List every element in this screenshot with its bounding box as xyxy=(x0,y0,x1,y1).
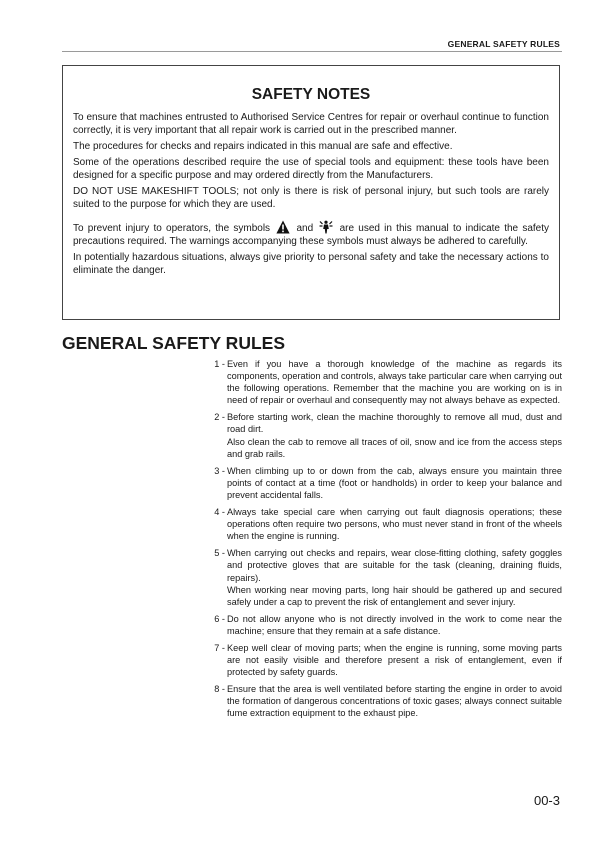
symbols-text-and: and xyxy=(292,223,318,234)
rule-number: 2 - xyxy=(214,412,225,423)
notes-paragraph: The procedures for checks and repairs indicated in this manual are safe and effective. xyxy=(73,141,453,152)
rule-text: When carrying out checks and repairs, wear close-fitting clothing, safety goggles and protective gloves that are suitable for the task (cleaning, draining fluids, repairs). xyxy=(227,548,562,583)
list-item xyxy=(206,506,562,542)
notes-closing: In potentially hazardous situations, always give priority to personal safety and take the necessary actions to eliminate the danger. xyxy=(73,252,549,276)
symbols-paragraph xyxy=(73,220,549,248)
rule-number: 1 - xyxy=(214,359,225,369)
list-item xyxy=(206,683,562,719)
rule-text: Do not allow anyone who is not directly involved in the work to come near the machine; ensure that they remain at a safe distance. xyxy=(227,613,562,636)
safety-notes-box xyxy=(62,65,560,320)
list-item xyxy=(206,613,562,637)
symbols-text-before: To prevent injury to operators, the symbols xyxy=(73,223,275,234)
notes-paragraph: Some of the operations described require the use of special tools and equipment: these tools have been designed for a specific purpose and may ordered directly from the Manufacturers. xyxy=(73,157,549,181)
page-number: 00-3 xyxy=(533,793,560,808)
rule-text: Always take special care when carrying out fault diagnosis operations; these operations often require two persons, who must never stand in front of the wheels when the engine is running. xyxy=(227,507,562,542)
rule-number: 5 - xyxy=(214,548,225,559)
safety-notes-title: SAFETY NOTES xyxy=(251,86,371,103)
list-item xyxy=(206,411,562,459)
rule-number: 3 - xyxy=(214,465,225,476)
rule-text: When working near moving parts, long hair should be gathered up and secured safely under a cap to prevent the risk of entanglement and sever injury. xyxy=(227,584,562,607)
header-title: GENERAL SAFETY RULES xyxy=(447,39,560,49)
rule-text: Even if you have a thorough knowledge of the machine as regards its components, operation and controls, always take particular care when carrying out the following operations. Remember that the machine you are working on is in need of repair or overhaul and consequently may not always behave as expected. xyxy=(227,359,563,406)
safety-rules-list xyxy=(206,358,562,725)
header-divider xyxy=(62,51,562,52)
list-item xyxy=(206,642,562,678)
rule-number: 8 - xyxy=(214,684,225,695)
section-title: GENERAL SAFETY RULES xyxy=(62,333,285,353)
rule-text: Before starting work, clean the machine thoroughly to remove all mud, dust and road dirt. xyxy=(227,412,562,435)
rule-text: Ensure that the area is well ventilated before starting the engine in order to avoid the formation of dangerous concentrations of toxic gases; always connect suitable fume extraction equipment to the exhaust pipe. xyxy=(227,684,562,719)
hazard-person-icon xyxy=(319,220,333,234)
rule-number: 7 - xyxy=(214,642,225,653)
rule-number: 6 - xyxy=(214,613,225,624)
list-item xyxy=(206,358,562,406)
rule-text: Also clean the cab to remove all traces of oil, snow and ice from the access steps and grab rails. xyxy=(227,436,562,459)
notes-paragraph: To ensure that machines entrusted to Authorised Service Centres for repair or overhaul continue to function correctly, it is very important that all repair work is carried out in the prescribed manner. xyxy=(73,112,549,136)
rule-text: When climbing up to or down from the cab, always ensure you maintain three points of contact at a time (foot or handholds) in order to keep your balance and prevent accidental falls. xyxy=(227,465,562,500)
list-item xyxy=(206,547,562,607)
symbols-text-after: are used in this manual to indicate the safety precautions required. The warnings accompanying these symbols must always be adhered to carefully. xyxy=(73,223,549,247)
rule-number: 4 - xyxy=(214,507,225,518)
rule-text: Keep well clear of moving parts; when the engine is running, some moving parts are not easily visible and therefore present a risk of entanglement, even if protected by safety guards. xyxy=(227,642,562,678)
warning-triangle-icon xyxy=(276,220,290,234)
notes-paragraph: DO NOT USE MAKESHIFT TOOLS; not only is there is risk of personal injury, but such tools are rarely suited to the purpose for which they are used. xyxy=(73,186,549,210)
list-item xyxy=(206,465,562,501)
